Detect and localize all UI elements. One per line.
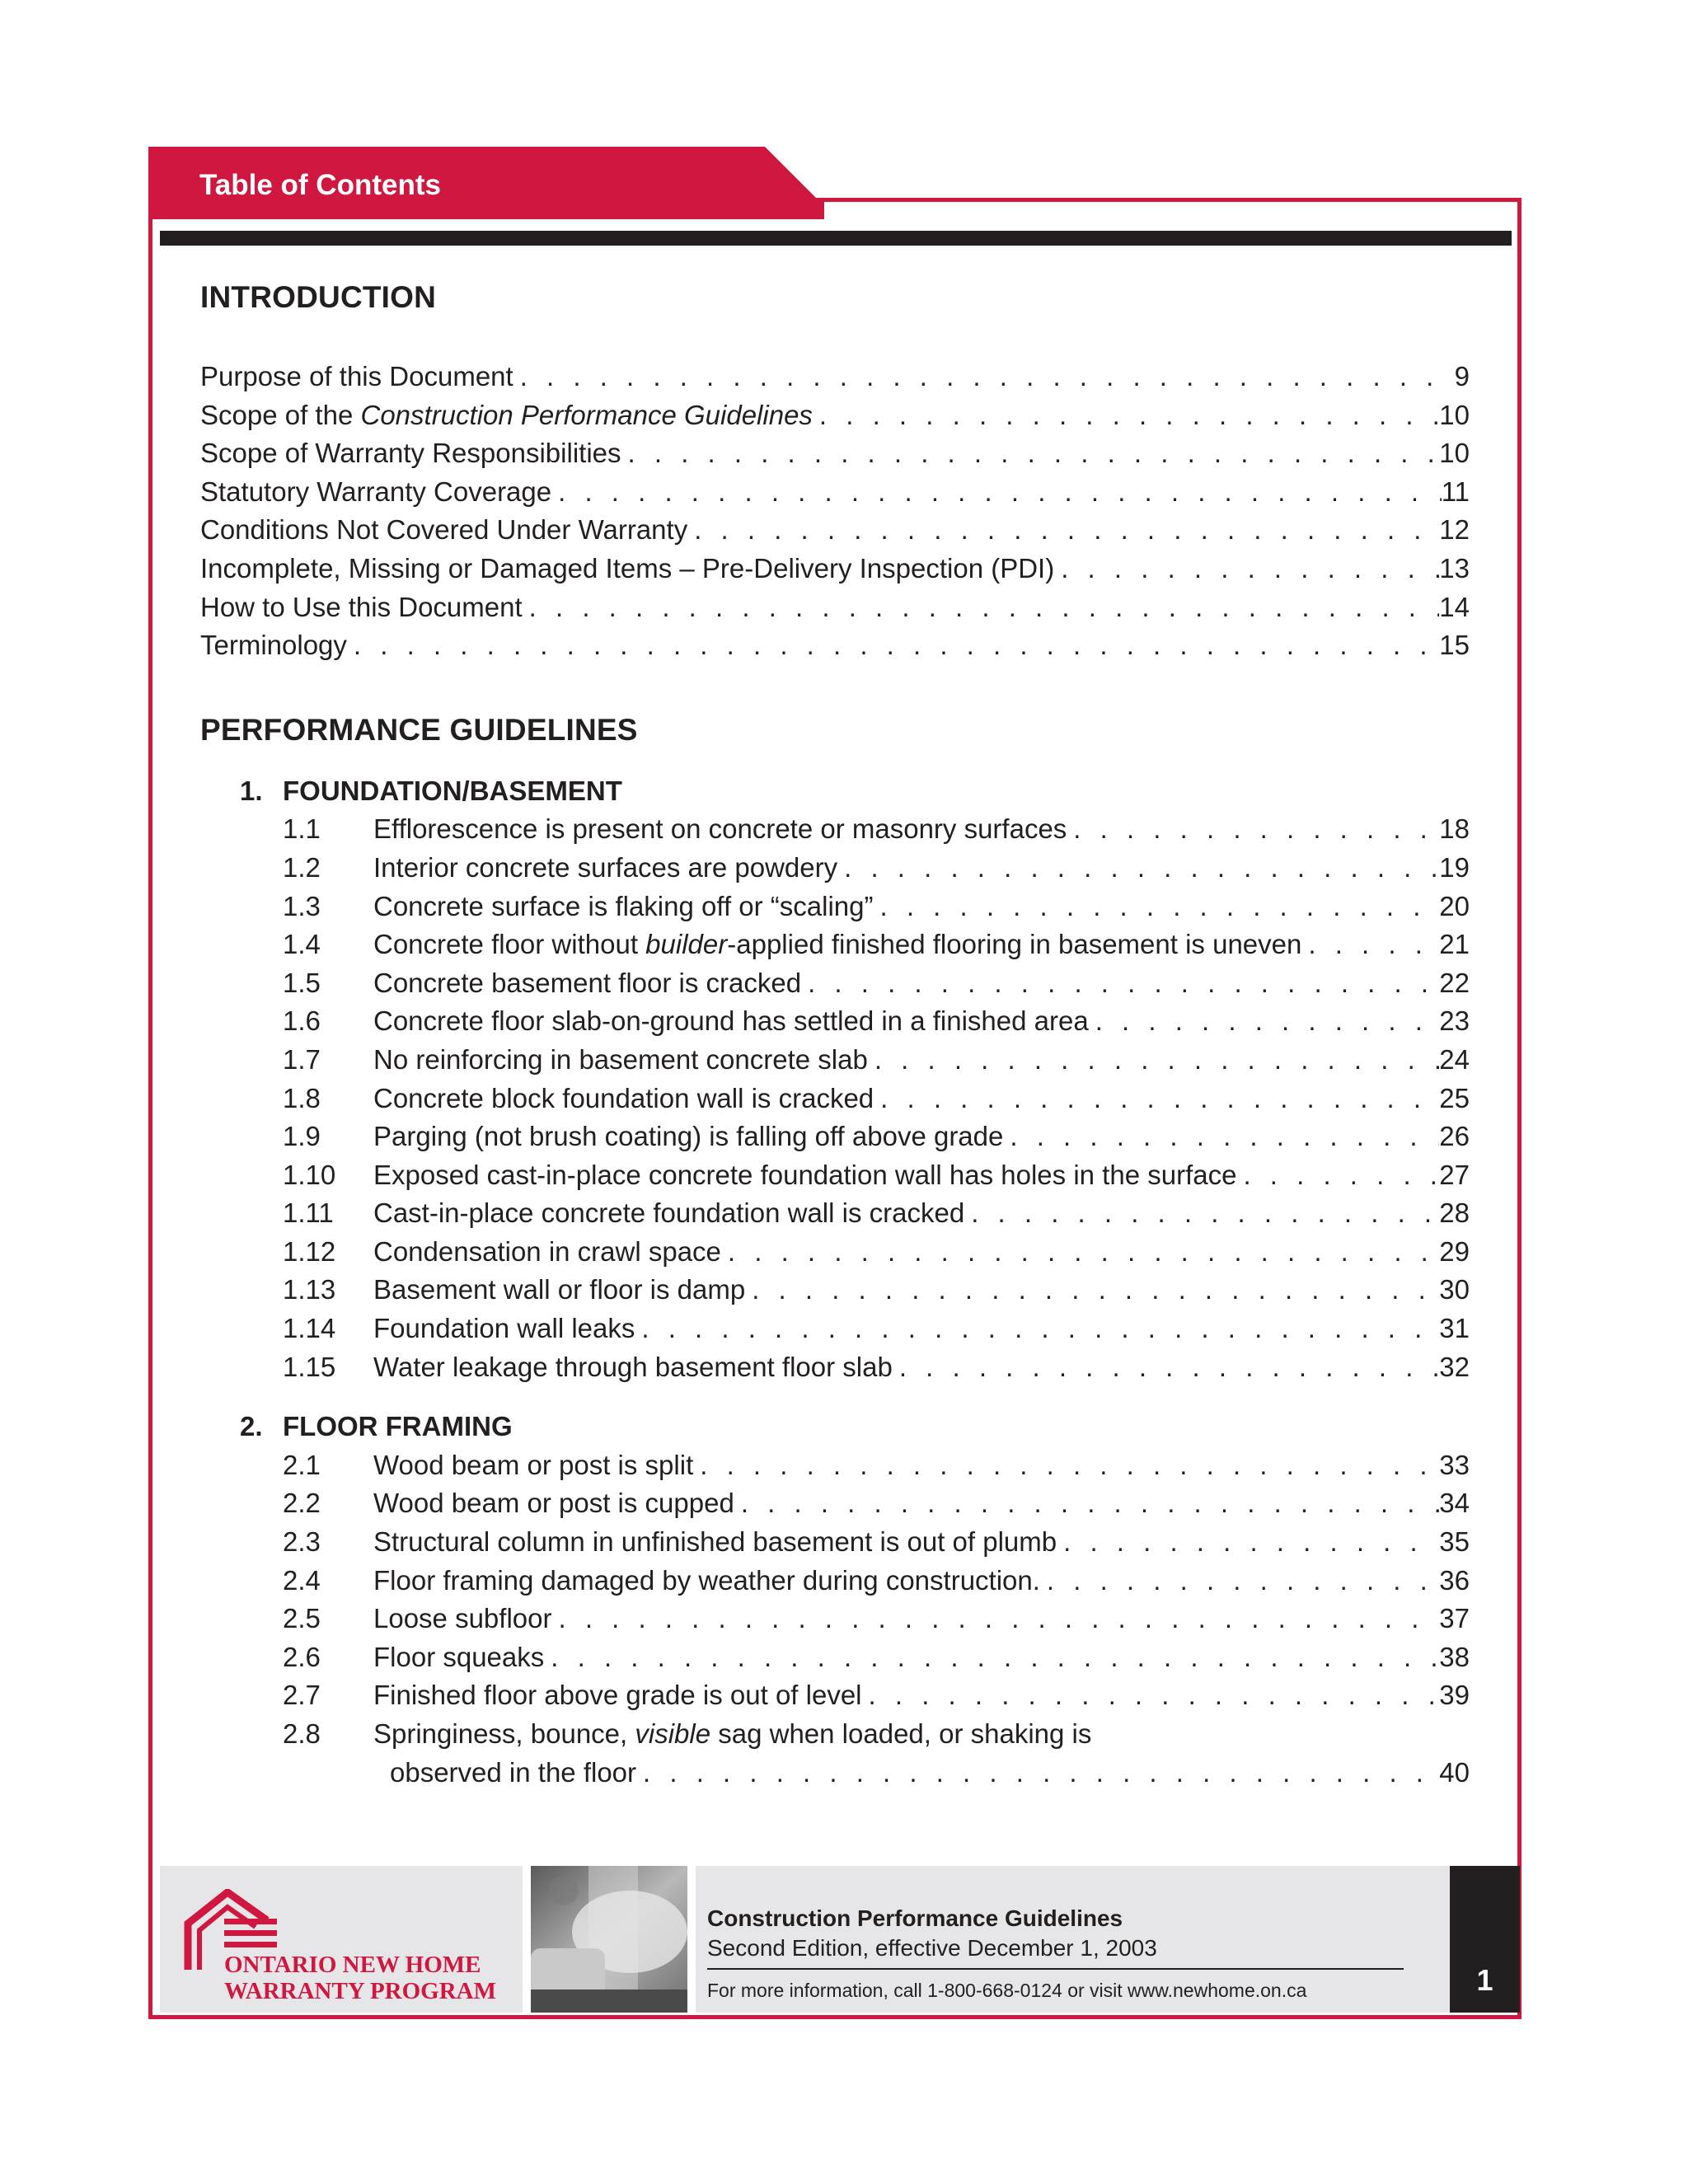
dot-leader: [347, 626, 1439, 665]
dot-leader: [874, 888, 1440, 926]
toc-page-number: 39: [1439, 1680, 1470, 1711]
toc-page-number: 24: [1439, 1043, 1470, 1075]
toc-entry-title: observed in the floor: [390, 1756, 637, 1788]
dot-leader: [635, 1310, 1439, 1348]
toc-group-heading: [200, 1408, 1470, 1446]
toc-entry: [200, 1446, 1470, 1485]
toc-entry: [200, 1080, 1470, 1118]
dot-leader: [893, 1348, 1439, 1387]
toc-entry-number: 2.8: [283, 1718, 321, 1749]
footer-logo-panel: [160, 1866, 523, 2013]
title-part: Springiness, bounce,: [373, 1718, 635, 1749]
toc-entry-number: 1.5: [283, 967, 321, 998]
toc-page-number: 10: [1439, 399, 1470, 430]
toc-entry-number: 1.6: [283, 1005, 321, 1037]
dot-leader: [734, 1484, 1439, 1523]
toc-entry-title: Parging (not brush coating) is falling off above grade: [373, 1121, 1004, 1152]
introduction-list: [200, 358, 1470, 665]
toc-entry-title: Exposed cast-in-place concrete foundation wall has holes in the surface: [373, 1159, 1237, 1190]
toc-entry-number: 1.11: [283, 1197, 334, 1229]
section-heading-performance: PERFORMANCE GUIDELINES: [200, 712, 638, 747]
toc-entry: [200, 550, 1470, 588]
toc-entry-number: 2.2: [283, 1488, 321, 1519]
toc-entry-title: Structural column in unfinished basement is out of plumb: [373, 1526, 1057, 1558]
toc-entry-title: Floor squeaks: [373, 1641, 545, 1672]
dot-leader: [721, 1233, 1439, 1272]
header-divider: [160, 231, 1512, 246]
footer-contact-info: For more information, call 1-800-668-0124 or visit www.newhome.on.ca: [707, 1980, 1307, 2001]
group-number: 1.: [240, 775, 263, 806]
toc-page-number: 15: [1439, 630, 1470, 661]
toc-page-number: 36: [1439, 1564, 1470, 1596]
toc-entry-title: Concrete surface is flaking off or “scaling”: [373, 890, 874, 921]
toc-page-number: 34: [1439, 1488, 1470, 1519]
toc-page-number: 29: [1439, 1235, 1470, 1267]
logo-text-line2: WARRANTY PROGRAM: [224, 1978, 496, 2004]
toc-entry: [200, 511, 1470, 550]
dot-leader: [1054, 550, 1439, 588]
toc-entry: [200, 1348, 1470, 1387]
toc-entry: [200, 1002, 1470, 1041]
toc-entry-title: Condensation in crawl space: [373, 1235, 721, 1267]
toc-entry: [200, 810, 1470, 849]
toc-group: [200, 1408, 1470, 1792]
dot-leader: [1089, 1002, 1440, 1041]
toc-entry-title: Basement wall or floor is damp: [373, 1274, 746, 1305]
dot-leader: [745, 1271, 1439, 1310]
toc-entry-title: Conditions Not Covered Under Warranty: [200, 514, 688, 546]
toc-entry-number: 1.10: [283, 1159, 336, 1190]
title-part: -applied finished flooring in basement is uneven: [727, 929, 1302, 960]
toc-page-number: 40: [1439, 1756, 1470, 1788]
toc-entry: [200, 1310, 1470, 1348]
toc-entry-number: 1.3: [283, 890, 321, 921]
toc-entry-number: 2.4: [283, 1564, 321, 1596]
toc-entry-continuation: [200, 1754, 1470, 1793]
toc-entry: [200, 358, 1470, 396]
dot-leader: [1301, 926, 1439, 964]
toc-page-number: 14: [1439, 591, 1470, 622]
toc-page-number: 10: [1439, 438, 1470, 469]
toc-page-number: 21: [1439, 929, 1470, 960]
dot-leader: [687, 511, 1439, 550]
dot-leader: [1057, 1523, 1439, 1562]
toc-entry-number: 1.9: [283, 1121, 321, 1152]
dot-leader: [813, 396, 1439, 435]
toc-entry-title: Interior concrete surfaces are powdery: [373, 851, 838, 883]
toc-entry: [200, 1715, 1470, 1754]
toc-entry: [200, 888, 1470, 926]
photo-illustration: [531, 1866, 687, 2013]
dot-leader: [621, 434, 1440, 473]
toc-entry-number: 1.14: [283, 1313, 336, 1344]
footer-publication-title: Construction Performance Guidelines: [707, 1905, 1123, 1931]
title-italic-part: builder: [645, 929, 728, 960]
section-heading-introduction: INTRODUCTION: [200, 280, 437, 314]
toc-page-number: 33: [1439, 1449, 1470, 1480]
toc-entry-title: Cast-in-place concrete foundation wall is cracked: [373, 1197, 965, 1229]
toc-page-number: 37: [1439, 1603, 1470, 1634]
toc-group-heading: [200, 772, 1470, 811]
toc-entry: [200, 396, 1470, 435]
footer-edition: Second Edition, effective December 1, 2003: [707, 1935, 1157, 1961]
toc-entry-number: 1.1: [283, 813, 321, 845]
toc-entry-title: Floor framing damaged by weather during construction.: [373, 1564, 1040, 1596]
toc-entry-number: 2.3: [283, 1526, 321, 1558]
toc-entry-title: Loose subfloor: [373, 1603, 552, 1634]
toc-entry-title: Efflorescence is present on concrete or masonry surfaces: [373, 813, 1067, 845]
toc-page-number: 9: [1454, 361, 1470, 391]
toc-entry: [200, 1562, 1470, 1601]
toc-page-number: 13: [1439, 552, 1470, 583]
toc-entry-number: 1.8: [283, 1082, 321, 1113]
toc-entry-title: No reinforcing in basement concrete slab: [373, 1043, 868, 1075]
toc-page-number: 28: [1439, 1197, 1470, 1229]
toc-page-number: 26: [1439, 1121, 1470, 1152]
toc-entry: [200, 626, 1470, 665]
footer-info-panel: [696, 1866, 1450, 2013]
toc-entry-title: [200, 396, 813, 435]
toc-page-number: 18: [1439, 813, 1470, 845]
toc-entry-title: Water leakage through basement floor slab: [373, 1351, 893, 1382]
toc-entry-number: 1.7: [283, 1043, 321, 1075]
toc-entry-number: 1.4: [283, 929, 321, 960]
toc-entry-number: 2.7: [283, 1680, 321, 1711]
toc-page-number: 19: [1439, 851, 1470, 883]
toc-entry: [200, 588, 1470, 627]
toc-entry: [200, 926, 1470, 964]
dot-leader: [801, 964, 1439, 1003]
dot-leader: [1236, 1156, 1439, 1195]
toc-entry: [200, 434, 1470, 473]
title-italic-part: Construction Performance Guidelines: [360, 399, 813, 430]
toc-entry: [200, 964, 1470, 1003]
toc-entry-title: Concrete floor slab-on-ground has settled in a finished area: [373, 1005, 1089, 1037]
toc-entry: [200, 1638, 1470, 1677]
toc-entry-title: Scope of Warranty Responsibilities: [200, 438, 621, 469]
dot-leader: [1040, 1562, 1439, 1601]
toc-entry: [200, 1233, 1470, 1272]
toc-page-number: 38: [1439, 1641, 1470, 1672]
toc-page-number: 30: [1439, 1274, 1470, 1305]
toc-entry-number: 1.13: [283, 1274, 336, 1305]
dot-leader: [837, 849, 1439, 888]
toc-entry: [200, 1676, 1470, 1715]
toc-entry-number: 1.2: [283, 851, 321, 883]
toc-entry-title: Wood beam or post is split: [373, 1449, 694, 1480]
toc-entry-title: Wood beam or post is cupped: [373, 1488, 734, 1519]
dot-leader: [551, 1600, 1439, 1638]
toc-entry-title: Foundation wall leaks: [373, 1313, 635, 1344]
toc-page-number: 11: [1441, 476, 1470, 507]
toc-page-number: 31: [1439, 1313, 1470, 1344]
dot-leader: [874, 1080, 1439, 1118]
living-room-photo: [531, 1866, 687, 2013]
toc-entry-title: [373, 1715, 1091, 1754]
toc-entry: [200, 1523, 1470, 1562]
toc-page-number: 22: [1439, 967, 1470, 998]
dot-leader: [523, 588, 1440, 627]
dot-leader: [1003, 1118, 1439, 1156]
toc-entry-title: Incomplete, Missing or Damaged Items – Pre-Delivery Inspection (PDI): [200, 552, 1055, 583]
toc-page-number: 25: [1439, 1082, 1470, 1113]
title-part: Concrete floor without: [373, 929, 646, 960]
dot-leader: [636, 1754, 1439, 1793]
dot-leader: [964, 1194, 1439, 1233]
toc-entry-title: Purpose of this Document: [200, 361, 513, 391]
footer-divider: [707, 1968, 1404, 1970]
toc-page-number: 20: [1439, 890, 1470, 921]
toc-entry-title: [373, 926, 1301, 964]
toc-entry: [200, 473, 1470, 512]
toc-entry: [200, 1194, 1470, 1233]
dot-leader: [513, 358, 1455, 396]
page-title: Table of Contents: [199, 169, 441, 201]
dot-leader: [693, 1446, 1439, 1485]
toc-entry-number: 1.15: [283, 1351, 336, 1382]
toc-page-number: 23: [1439, 1005, 1470, 1037]
toc-entry: [200, 1156, 1470, 1195]
toc-entry: [200, 1484, 1470, 1523]
dot-leader: [862, 1676, 1440, 1715]
group-title: FLOOR FRAMING: [283, 1411, 513, 1442]
dot-leader: [868, 1041, 1439, 1080]
toc-entry: [200, 1271, 1470, 1310]
toc-entry: [200, 1118, 1470, 1156]
page-number: 1: [1476, 1963, 1493, 1997]
toc-entry-title: Terminology: [200, 630, 347, 661]
toc-entry-title: Statutory Warranty Coverage: [200, 476, 552, 507]
dot-leader: [551, 473, 1442, 512]
title-italic-part: visible: [635, 1718, 711, 1749]
toc-entry: [200, 849, 1470, 888]
title-part: Scope of the: [200, 399, 361, 430]
toc-entry-title: How to Use this Document: [200, 591, 523, 622]
toc-entry-number: 2.1: [283, 1449, 321, 1480]
toc-entry-number: 2.5: [283, 1603, 321, 1634]
toc-content: [200, 280, 1470, 1813]
performance-list: [200, 772, 1470, 1792]
toc-entry-title: Finished floor above grade is out of level: [373, 1680, 862, 1711]
toc-entry: [200, 1041, 1470, 1080]
group-number: 2.: [240, 1411, 263, 1442]
toc-entry-title: Concrete basement floor is cracked: [373, 967, 802, 998]
title-part: sag when loaded, or shaking is: [710, 1718, 1092, 1749]
toc-page-number: 27: [1439, 1159, 1470, 1190]
toc-entry: [200, 1600, 1470, 1638]
page-number-box: [1450, 1866, 1520, 2013]
toc-page-number: 12: [1439, 514, 1470, 546]
dot-leader: [1067, 810, 1439, 849]
group-title: FOUNDATION/BASEMENT: [283, 775, 622, 806]
dot-leader: [544, 1638, 1439, 1677]
toc-page-number: 35: [1439, 1526, 1470, 1558]
toc-entry-title: Concrete block foundation wall is cracked: [373, 1082, 874, 1113]
toc-entry-number: 2.6: [283, 1641, 321, 1672]
toc-group: [200, 772, 1470, 1387]
toc-entry-number: 1.12: [283, 1235, 336, 1267]
logo-text-line1: ONTARIO NEW HOME: [224, 1952, 481, 1978]
toc-page-number: 32: [1439, 1351, 1470, 1382]
